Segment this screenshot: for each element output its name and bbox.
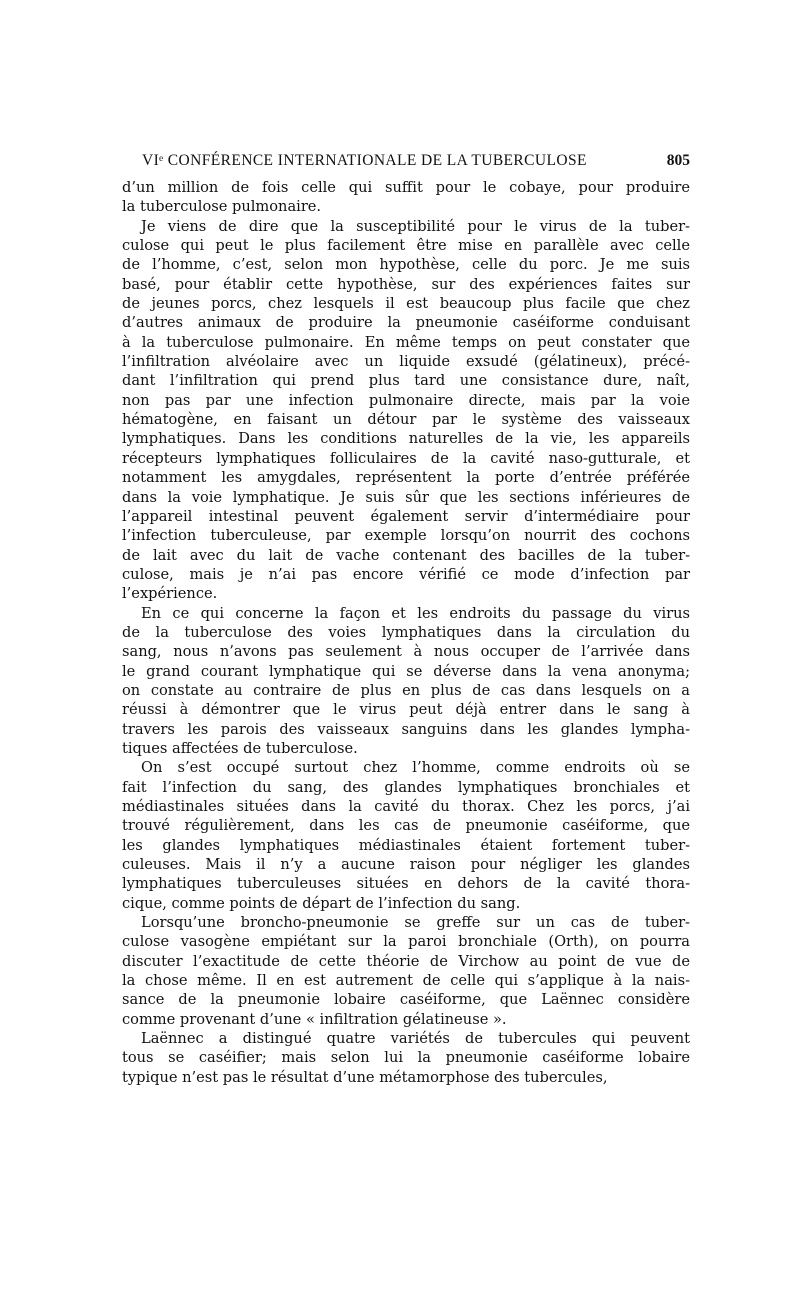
text-line: d’un million de fois celle qui suffit pour le cobaye, pour produire: [122, 179, 690, 196]
paragraph: [122, 913, 690, 1029]
text-line: Laënnec a distingué quatre variétés de tubercules qui peuvent: [141, 1030, 690, 1048]
text-line: non pas par une infection pulmonaire directe, mais par la voie: [122, 391, 690, 409]
text-line: récepteurs lymphatiques folliculaires de la cavité naso-gutturale, et: [122, 449, 690, 467]
running-title: VIᵉ CONFÉRENCE INTERNATIONALE DE LA TUBERCULOSE: [142, 152, 587, 169]
text-line: culose, mais je n’ai pas encore vérifié ce mode d’infection par: [122, 565, 690, 583]
text-line: comme provenant d’une « infiltration gélatineuse ».: [122, 1010, 507, 1028]
text-line: fait l’infection du sang, des glandes lymphatiques bronchiales et: [122, 778, 690, 796]
text-line: l’expérience.: [122, 585, 218, 603]
text-line: cique, comme points de départ de l’infection du sang.: [122, 894, 521, 912]
text-line: On s’est occupé surtout chez l’homme, comme endroits où se: [141, 759, 690, 777]
text-line: notamment les amygdales, représentent la porte d’entrée préférée: [122, 469, 690, 487]
text-line: sance de la pneumonie lobaire caséiforme, que Laënnec considère: [122, 991, 690, 1009]
text-line: médiastinales situées dans la cavité du thorax. Chez les porcs, j’ai: [122, 798, 690, 815]
text-line: de l’homme, c’est, selon mon hypothèse, celle du porc. Je me suis: [122, 256, 690, 274]
text-line: lymphatiques tuberculeuses situées en dehors de la cavité thora-: [122, 875, 690, 893]
book-page: [122, 152, 690, 1087]
text-line: trouvé régulièrement, dans les cas de pneumonie caséiforme, que: [122, 817, 690, 835]
paragraph: [122, 178, 690, 217]
paragraph: [122, 1029, 690, 1087]
running-head: [142, 152, 690, 178]
paragraph: [122, 604, 690, 759]
text-line: de lait avec du lait de vache contenant des bacilles de la tuber-: [122, 546, 690, 564]
text-line: de jeunes porcs, chez lesquels il est beaucoup plus facile que chez: [122, 295, 690, 313]
text-line: Lorsqu’une broncho-pneumonie se greffe sur un cas de tuber-: [141, 914, 690, 932]
text-line: d’autres animaux de produire la pneumonie caséiforme conduisant: [122, 314, 690, 332]
body-text: [122, 178, 690, 1087]
text-line: basé, pour établir cette hypothèse, sur des expériences faites sur: [122, 275, 690, 293]
text-line: culeuses. Mais il n’y a aucune raison pour négliger les glandes: [122, 856, 690, 874]
text-line: dans la voie lymphatique. Je suis sûr que les sections inférieures de: [122, 488, 690, 506]
text-line: réussi à démontrer que le virus peut déjà entrer dans le sang à: [122, 701, 690, 719]
text-line: culose qui peut le plus facilement être mise en parallèle avec celle: [122, 237, 690, 255]
paragraph: [122, 758, 690, 913]
text-line: à la tuberculose pulmonaire. En même temps on peut constater que: [122, 333, 690, 351]
text-line: l’appareil intestinal peuvent également servir d’intermédiaire pour: [122, 507, 690, 525]
text-line: le grand courant lymphatique qui se déverse dans la vena anonyma;: [122, 662, 690, 680]
text-line: la tuberculose pulmonaire.: [122, 198, 322, 216]
text-line: tous se caséifier; mais selon lui la pneumonie caséiforme lobaire: [122, 1049, 690, 1067]
text-line: culose vasogène empiétant sur la paroi bronchiale (Orth), on pourra: [122, 933, 690, 951]
text-line: travers les parois des vaisseaux sanguins dans les glandes lympha-: [122, 720, 690, 738]
text-line: de la tuberculose des voies lymphatiques dans la circulation du: [122, 623, 690, 641]
text-line: Je viens de dire que la susceptibilité pour le virus de la tuber-: [141, 217, 690, 235]
text-line: En ce qui concerne la façon et les endroits du passage du virus: [141, 604, 690, 622]
text-line: discuter l’exactitude de cette théorie de Virchow au point de vue de: [122, 952, 690, 970]
text-line: lymphatiques. Dans les conditions naturelles de la vie, les appareils: [122, 430, 690, 448]
text-line: on constate au contraire de plus en plus de cas dans lesquels on a: [122, 681, 690, 699]
text-line: tiques affectées de tuberculose.: [122, 739, 358, 757]
text-line: sang, nous n’avons pas seulement à nous occuper de l’arrivée dans: [122, 643, 690, 661]
text-line: dant l’infiltration qui prend plus tard une consistance dure, naît,: [122, 372, 690, 390]
text-line: typique n’est pas le résultat d’une métamorphose des tubercules,: [122, 1068, 608, 1086]
text-line: l’infiltration alvéolaire avec un liquide exsudé (gélatineux), précé-: [122, 353, 690, 371]
text-line: la chose même. Il en est autrement de celle qui s’applique à la nais-: [122, 972, 690, 990]
text-line: les glandes lymphatiques médiastinales étaient fortement tuber-: [122, 836, 690, 854]
text-line: hématogène, en faisant un détour par le système des vaisseaux: [122, 411, 690, 429]
paragraph: [122, 217, 690, 604]
text-line: l’infection tuberculeuse, par exemple lorsqu’on nourrit des cochons: [122, 527, 690, 545]
page-number: 805: [666, 152, 690, 169]
